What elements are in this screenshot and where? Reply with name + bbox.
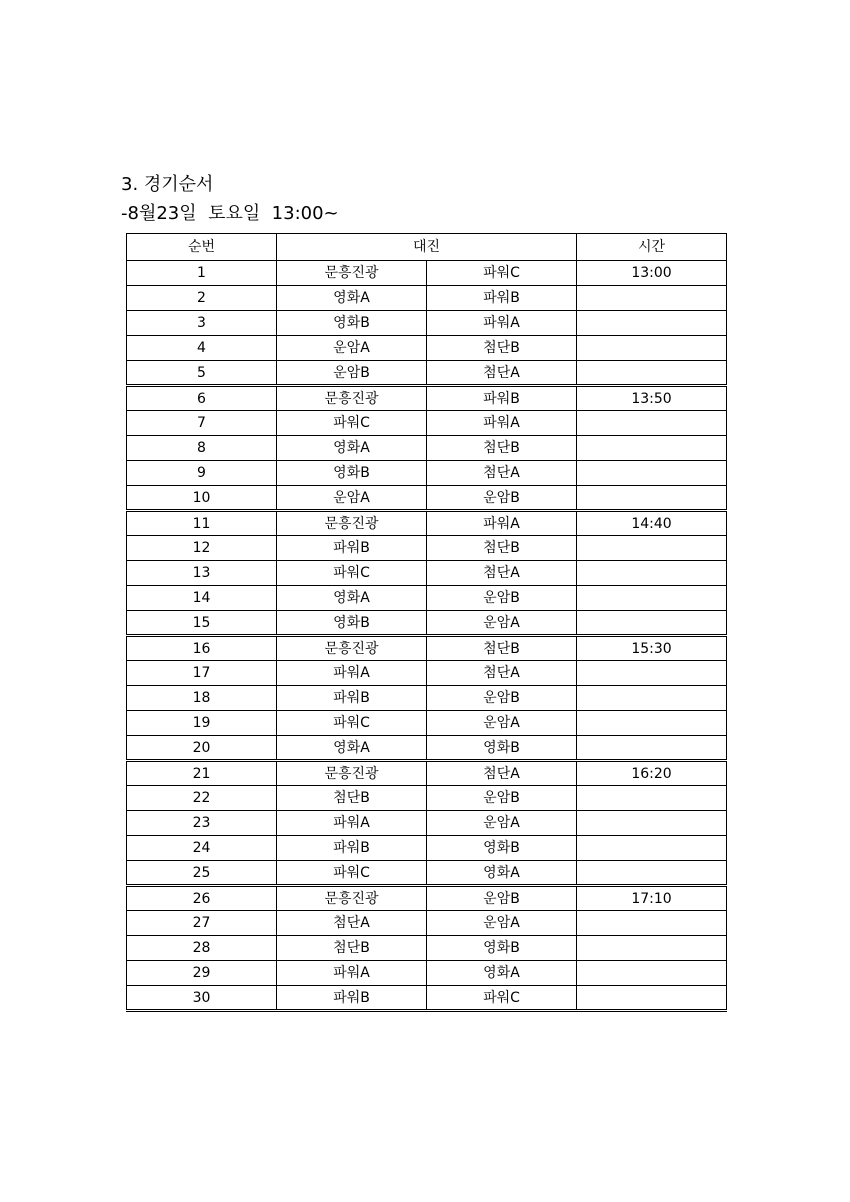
match-number: 27 [127, 911, 277, 936]
team-b: 운암B [427, 786, 577, 811]
match-time [577, 586, 727, 611]
team-b: 운암B [427, 586, 577, 611]
team-a: 문흥진광 [277, 261, 427, 286]
table-row [127, 511, 727, 536]
table-row [127, 411, 727, 436]
match-time [577, 811, 727, 836]
table-row [127, 611, 727, 636]
match-time [577, 686, 727, 711]
match-number: 30 [127, 986, 277, 1011]
team-a: 문흥진광 [277, 636, 427, 661]
match-time [577, 661, 727, 686]
match-time [577, 936, 727, 961]
match-number: 11 [127, 511, 277, 536]
team-b: 첨단A [427, 361, 577, 386]
table-row [127, 486, 727, 511]
match-time [577, 336, 727, 361]
match-time: 16:20 [577, 761, 727, 786]
table-row [127, 336, 727, 361]
team-b: 운암B [427, 486, 577, 511]
team-a: 영화A [277, 736, 427, 761]
team-b: 첨단B [427, 436, 577, 461]
match-number: 6 [127, 386, 277, 411]
match-number: 12 [127, 536, 277, 561]
team-b: 운암A [427, 711, 577, 736]
match-number: 13 [127, 561, 277, 586]
table-row [127, 536, 727, 561]
team-b: 첨단B [427, 536, 577, 561]
team-a: 영화B [277, 461, 427, 486]
team-a: 파워A [277, 661, 427, 686]
table-row [127, 836, 727, 861]
team-b: 운암B [427, 886, 577, 911]
team-b: 운암A [427, 611, 577, 636]
team-a: 파워A [277, 961, 427, 986]
match-number: 16 [127, 636, 277, 661]
team-b: 영화A [427, 961, 577, 986]
team-b: 첨단B [427, 336, 577, 361]
match-number: 20 [127, 736, 277, 761]
table-row [127, 811, 727, 836]
match-number: 4 [127, 336, 277, 361]
team-b: 영화B [427, 936, 577, 961]
team-b: 첨단B [427, 636, 577, 661]
match-number: 17 [127, 661, 277, 686]
team-a: 파워C [277, 561, 427, 586]
match-time: 15:30 [577, 636, 727, 661]
table-row [127, 786, 727, 811]
table-row [127, 561, 727, 586]
match-time: 14:40 [577, 511, 727, 536]
match-time [577, 461, 727, 486]
match-number: 29 [127, 961, 277, 986]
team-a: 운암A [277, 336, 427, 361]
table-row [127, 911, 727, 936]
match-time [577, 411, 727, 436]
match-number: 26 [127, 886, 277, 911]
header-order: 순번 [127, 234, 277, 261]
team-b: 첨단A [427, 661, 577, 686]
match-number: 25 [127, 861, 277, 886]
match-time [577, 311, 727, 336]
table-row [127, 636, 727, 661]
match-time [577, 986, 727, 1011]
team-b: 영화B [427, 736, 577, 761]
table-row [127, 311, 727, 336]
match-time [577, 486, 727, 511]
team-b: 첨단A [427, 761, 577, 786]
table-row [127, 886, 727, 911]
match-number: 9 [127, 461, 277, 486]
team-a: 첨단A [277, 911, 427, 936]
team-a: 운암B [277, 361, 427, 386]
team-a: 영화B [277, 311, 427, 336]
team-b: 파워B [427, 286, 577, 311]
table-row [127, 711, 727, 736]
section-subtitle: -8월23일 토요일 13:00~ [121, 203, 339, 224]
match-time: 13:50 [577, 386, 727, 411]
table-row [127, 736, 727, 761]
match-time [577, 836, 727, 861]
table-row [127, 761, 727, 786]
match-time: 13:00 [577, 261, 727, 286]
table-row [127, 261, 727, 286]
team-a: 첨단B [277, 786, 427, 811]
match-time [577, 786, 727, 811]
team-b: 첨단A [427, 561, 577, 586]
match-time [577, 436, 727, 461]
team-b: 운암A [427, 811, 577, 836]
table-row [127, 361, 727, 386]
team-b: 영화A [427, 861, 577, 886]
table-row [127, 286, 727, 311]
match-time [577, 286, 727, 311]
match-number: 1 [127, 261, 277, 286]
match-number: 14 [127, 586, 277, 611]
team-a: 파워C [277, 861, 427, 886]
table-header-row [127, 234, 727, 261]
team-a: 파워B [277, 836, 427, 861]
match-time [577, 861, 727, 886]
table-row [127, 461, 727, 486]
team-b: 파워C [427, 261, 577, 286]
match-time [577, 611, 727, 636]
match-number: 7 [127, 411, 277, 436]
header-match: 대진 [277, 234, 577, 261]
match-number: 2 [127, 286, 277, 311]
team-a: 파워C [277, 711, 427, 736]
match-number: 10 [127, 486, 277, 511]
match-time [577, 736, 727, 761]
match-schedule-table [126, 233, 727, 1012]
table-row [127, 961, 727, 986]
team-b: 파워A [427, 411, 577, 436]
section-title: 3. 경기순서 [121, 174, 214, 195]
team-b: 파워A [427, 311, 577, 336]
match-number: 15 [127, 611, 277, 636]
header-time: 시간 [577, 234, 727, 261]
match-time [577, 911, 727, 936]
table-row [127, 386, 727, 411]
team-a: 문흥진광 [277, 886, 427, 911]
match-number: 3 [127, 311, 277, 336]
match-number: 22 [127, 786, 277, 811]
team-b: 운암B [427, 686, 577, 711]
team-a: 파워C [277, 411, 427, 436]
team-a: 영화B [277, 611, 427, 636]
table-row [127, 936, 727, 961]
team-a: 문흥진광 [277, 511, 427, 536]
team-a: 영화A [277, 436, 427, 461]
team-b: 영화B [427, 836, 577, 861]
team-b: 운암A [427, 911, 577, 936]
match-time [577, 361, 727, 386]
match-number: 24 [127, 836, 277, 861]
team-a: 문흥진광 [277, 386, 427, 411]
team-b: 파워A [427, 511, 577, 536]
match-number: 23 [127, 811, 277, 836]
match-time: 17:10 [577, 886, 727, 911]
match-number: 21 [127, 761, 277, 786]
match-time [577, 536, 727, 561]
table-row [127, 436, 727, 461]
match-time [577, 711, 727, 736]
match-number: 28 [127, 936, 277, 961]
team-a: 파워B [277, 986, 427, 1011]
team-a: 파워A [277, 811, 427, 836]
team-a: 영화A [277, 586, 427, 611]
team-b: 파워B [427, 386, 577, 411]
table-row [127, 661, 727, 686]
match-number: 8 [127, 436, 277, 461]
table-row [127, 861, 727, 886]
team-a: 문흥진광 [277, 761, 427, 786]
team-a: 운암A [277, 486, 427, 511]
match-number: 19 [127, 711, 277, 736]
schedule-body [127, 234, 727, 1011]
team-a: 첨단B [277, 936, 427, 961]
table-row [127, 986, 727, 1011]
table-row [127, 586, 727, 611]
team-b: 첨단A [427, 461, 577, 486]
table-row [127, 686, 727, 711]
match-time [577, 961, 727, 986]
team-b: 파워C [427, 986, 577, 1011]
team-a: 파워B [277, 536, 427, 561]
match-time [577, 561, 727, 586]
team-a: 영화A [277, 286, 427, 311]
match-number: 18 [127, 686, 277, 711]
match-number: 5 [127, 361, 277, 386]
team-a: 파워B [277, 686, 427, 711]
